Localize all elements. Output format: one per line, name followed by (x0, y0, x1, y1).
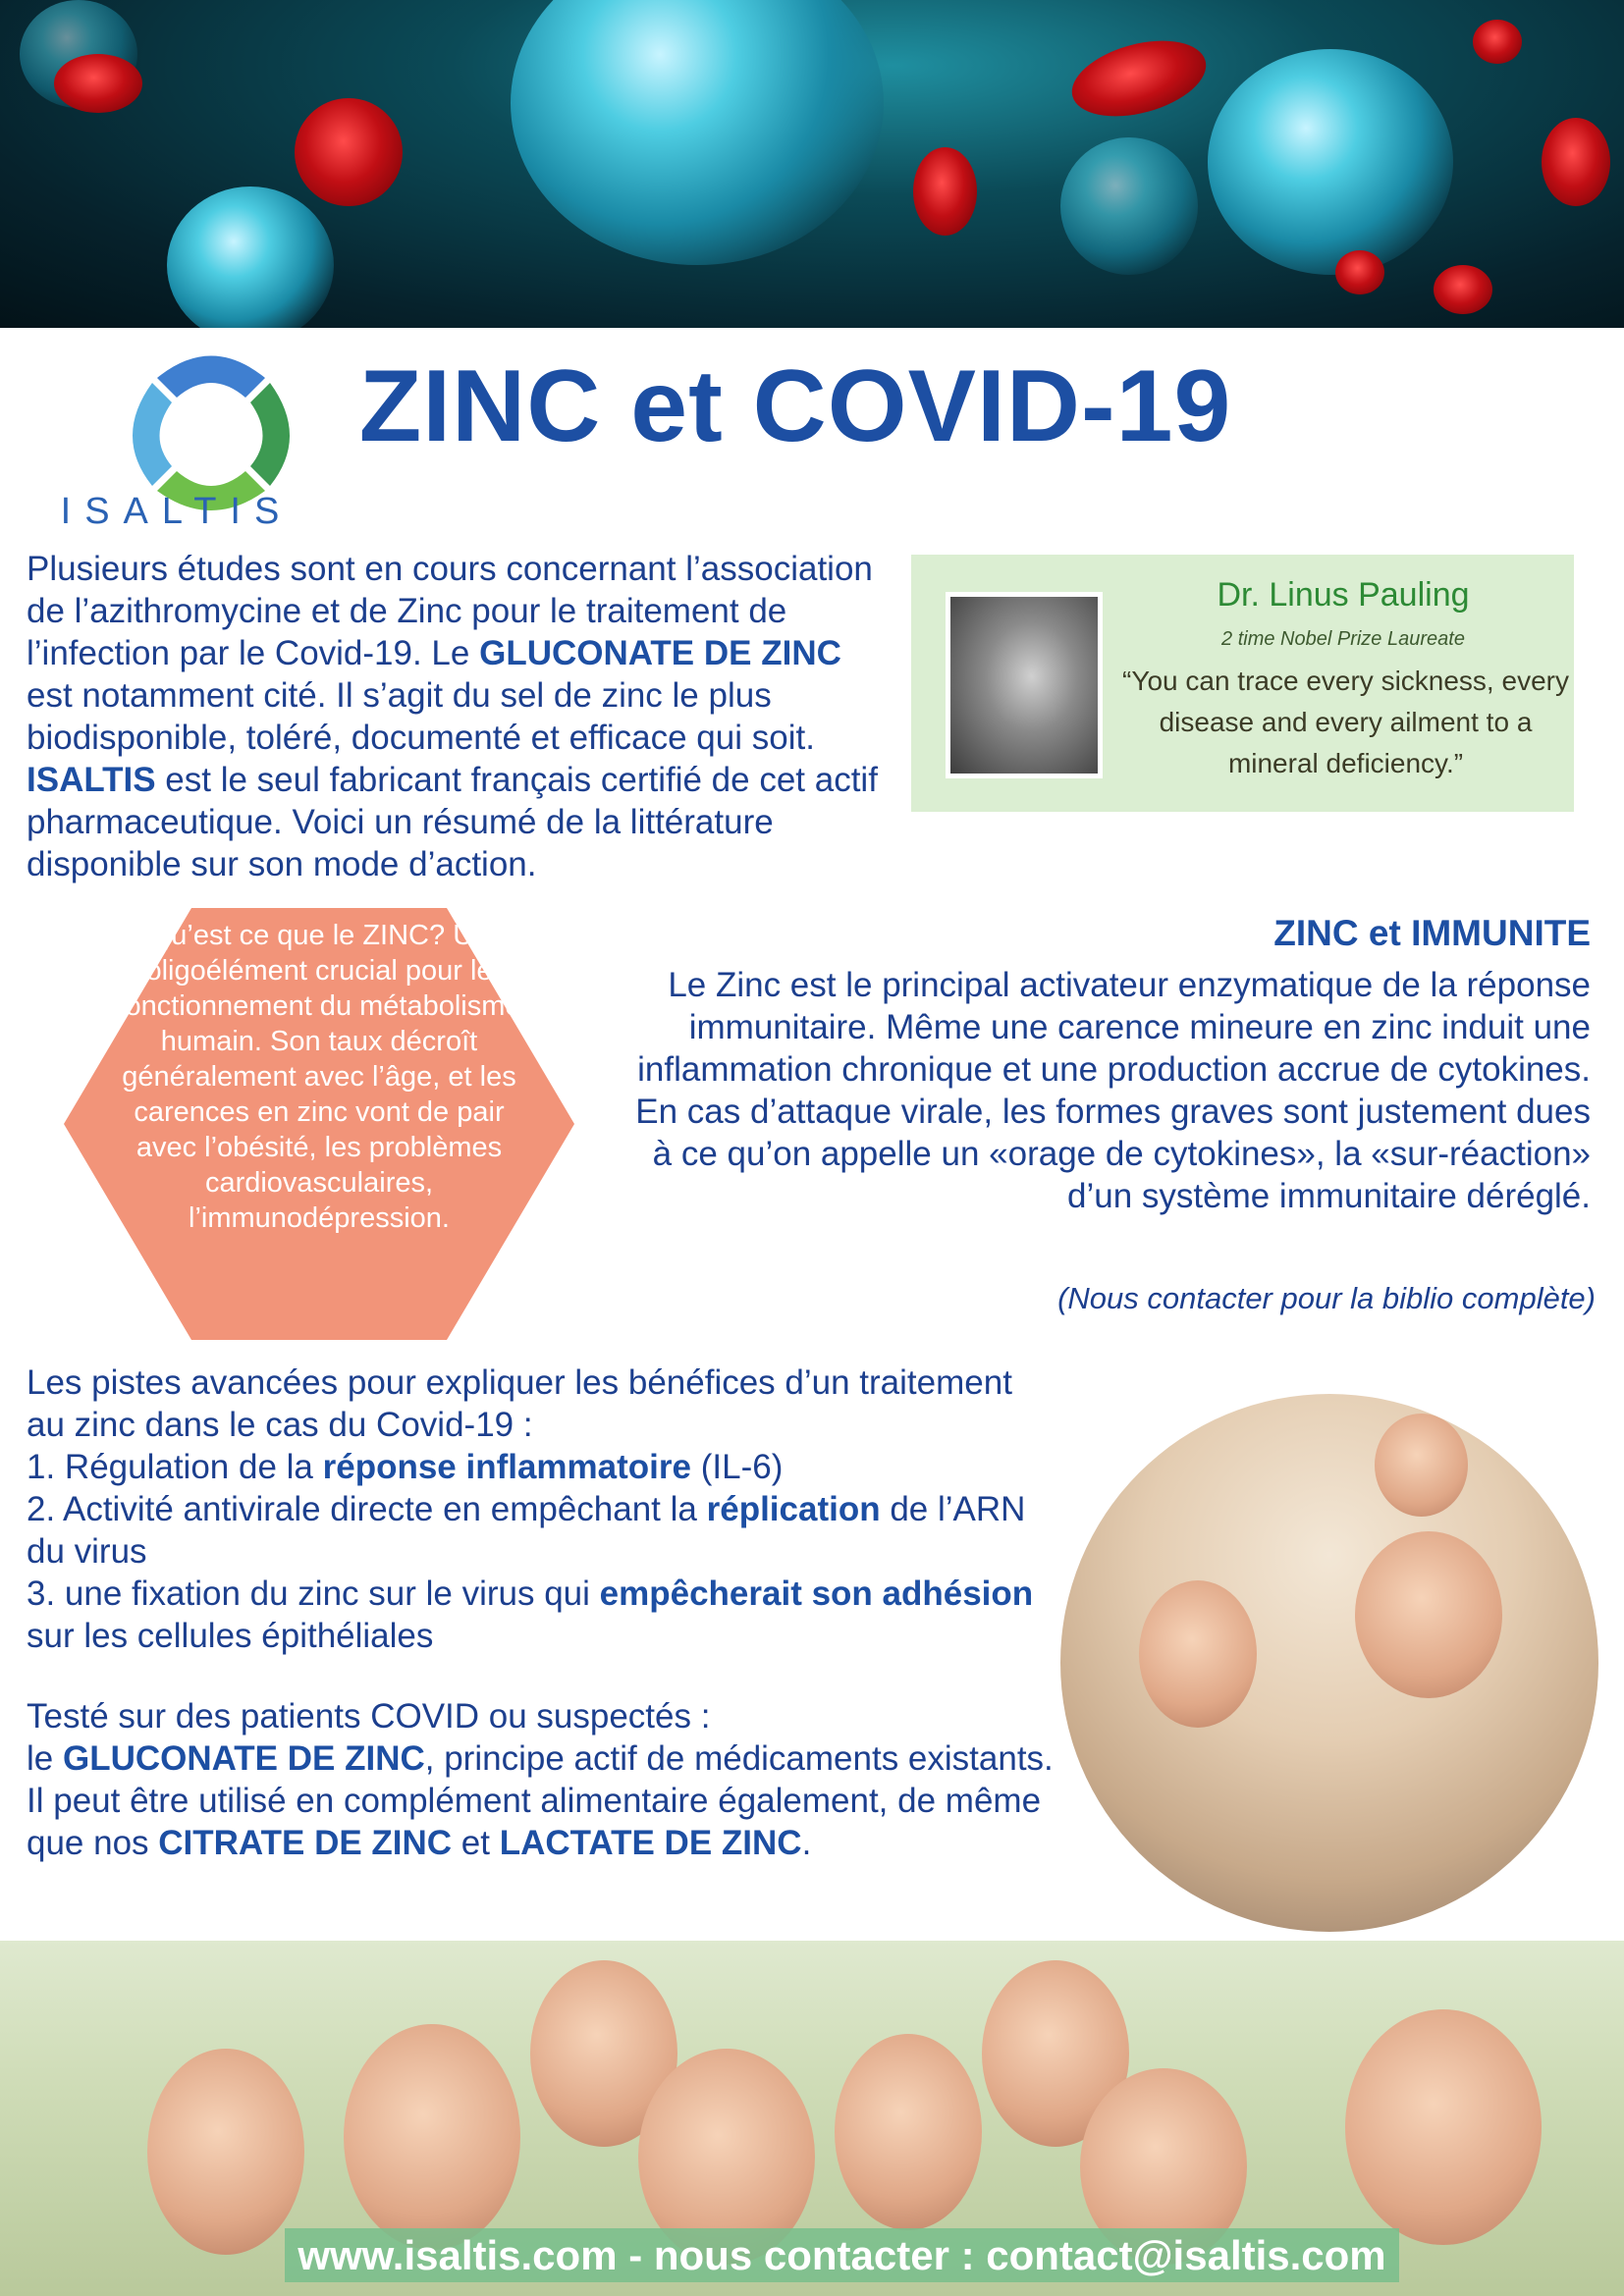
intro-text: Plusieurs études sont en cours concernant l’association de l’azithromycine et de Zinc pour le traitement de l’infection par le Covid-19. Le (27, 550, 873, 672)
quote-box (911, 555, 1574, 812)
face-shape (344, 2024, 520, 2250)
teste-line: le GLUCONATE DE ZINC, principe actif de médicaments existants. (27, 1739, 1054, 1778)
biblio-note: (Nous contacter pour la biblio complète) (1057, 1281, 1596, 1315)
blood-cell-illustration (1473, 20, 1522, 64)
face-shape (1139, 1580, 1257, 1728)
list-item: 1. Régulation de la réponse inflammatoire (IL-6) (27, 1448, 784, 1486)
blood-cell-illustration (913, 147, 977, 236)
top-banner-image (0, 0, 1624, 328)
page-title: ZINC et COVID-19 (358, 349, 1232, 463)
blood-cell-illustration (54, 54, 142, 113)
teste-line: Il peut être utilisé en complément alimentaire également, de même que nos CITRATE DE ZINC et LACTATE DE ZINC. (27, 1782, 1042, 1862)
intro-text: est notamment cité. Il s’agit du sel de zinc le plus biodisponible, toléré, documenté et efficace qui soit. (27, 676, 815, 757)
blood-cell-illustration (1335, 250, 1384, 294)
section-heading: ZINC et IMMUNITE (1273, 913, 1591, 953)
blood-cell-illustration (295, 98, 403, 206)
family-photo-circle (1060, 1394, 1598, 1932)
logo-wordmark: ISALTIS (60, 491, 294, 532)
teste-section (27, 1695, 1067, 1864)
footer-contact-link[interactable]: www.isaltis.com - nous contacter : contact@isaltis.com (298, 2232, 1386, 2278)
blood-cell-illustration (1063, 27, 1214, 130)
intro-highlight: ISALTIS (27, 761, 156, 799)
virus-illustration (1208, 49, 1453, 275)
blood-cell-illustration (1542, 118, 1610, 206)
face-shape (835, 2034, 982, 2230)
intro-paragraph (27, 548, 881, 885)
face-shape (1345, 2009, 1542, 2245)
pistes-intro: Les pistes avancées pour expliquer les bénéfices d’un traitement au zinc dans le cas du Covid-19 : (27, 1363, 1012, 1444)
virus-illustration (1060, 137, 1198, 275)
hexagon-text: Qu’est ce que le ZINC? Un oligoélément crucial pour le fonctionnement du métabolisme humain. Son taux décroît généralement avec l’âge, et les carences en zinc vont de pair avec l’obésité, les problèmes cardiovasculaires, l’immunodépression. (117, 920, 521, 1234)
pistes-section (27, 1362, 1057, 1657)
virus-illustration (511, 0, 884, 265)
immunite-paragraph: Le Zinc est le principal activateur enzymatique de la réponse immunitaire. Même une carence mineure en zinc induit une inflammation chronique et une production accrue de cytokines. En cas d’attaque virale, les formes graves sont justement dues à ce qu’on appelle un «orage de cytokines», la «sur-réaction» d’un système immunitaire déréglé. (635, 966, 1591, 1215)
portrait-photo (946, 592, 1103, 778)
virus-illustration (167, 187, 334, 328)
teste-line: Testé sur des patients COVID ou suspectés : (27, 1697, 711, 1735)
quote-author: Dr. Linus Pauling (1217, 576, 1470, 614)
intro-text: est le seul fabricant français certifié de cet actif pharmaceutique. Voici un résumé de la littérature disponible sur son mode d’action. (27, 761, 878, 883)
face-shape (147, 2049, 304, 2255)
quote-author-subtitle: 2 time Nobel Prize Laureate (1221, 628, 1465, 650)
quote-text: “You can trace every sickness, every disease and every ailment to a mineral deficiency.” (1122, 666, 1569, 778)
face-shape (1375, 1414, 1468, 1517)
list-item: 2. Activité antivirale directe en empêchant la réplication de l’ARN du virus (27, 1490, 1026, 1571)
list-item: 3. une fixation du zinc sur le virus qui empêcherait son adhésion sur les cellules épithéliales (27, 1575, 1034, 1655)
intro-highlight: GLUCONATE DE ZINC (479, 634, 841, 672)
blood-cell-illustration (1434, 265, 1492, 314)
face-shape (1355, 1531, 1502, 1698)
